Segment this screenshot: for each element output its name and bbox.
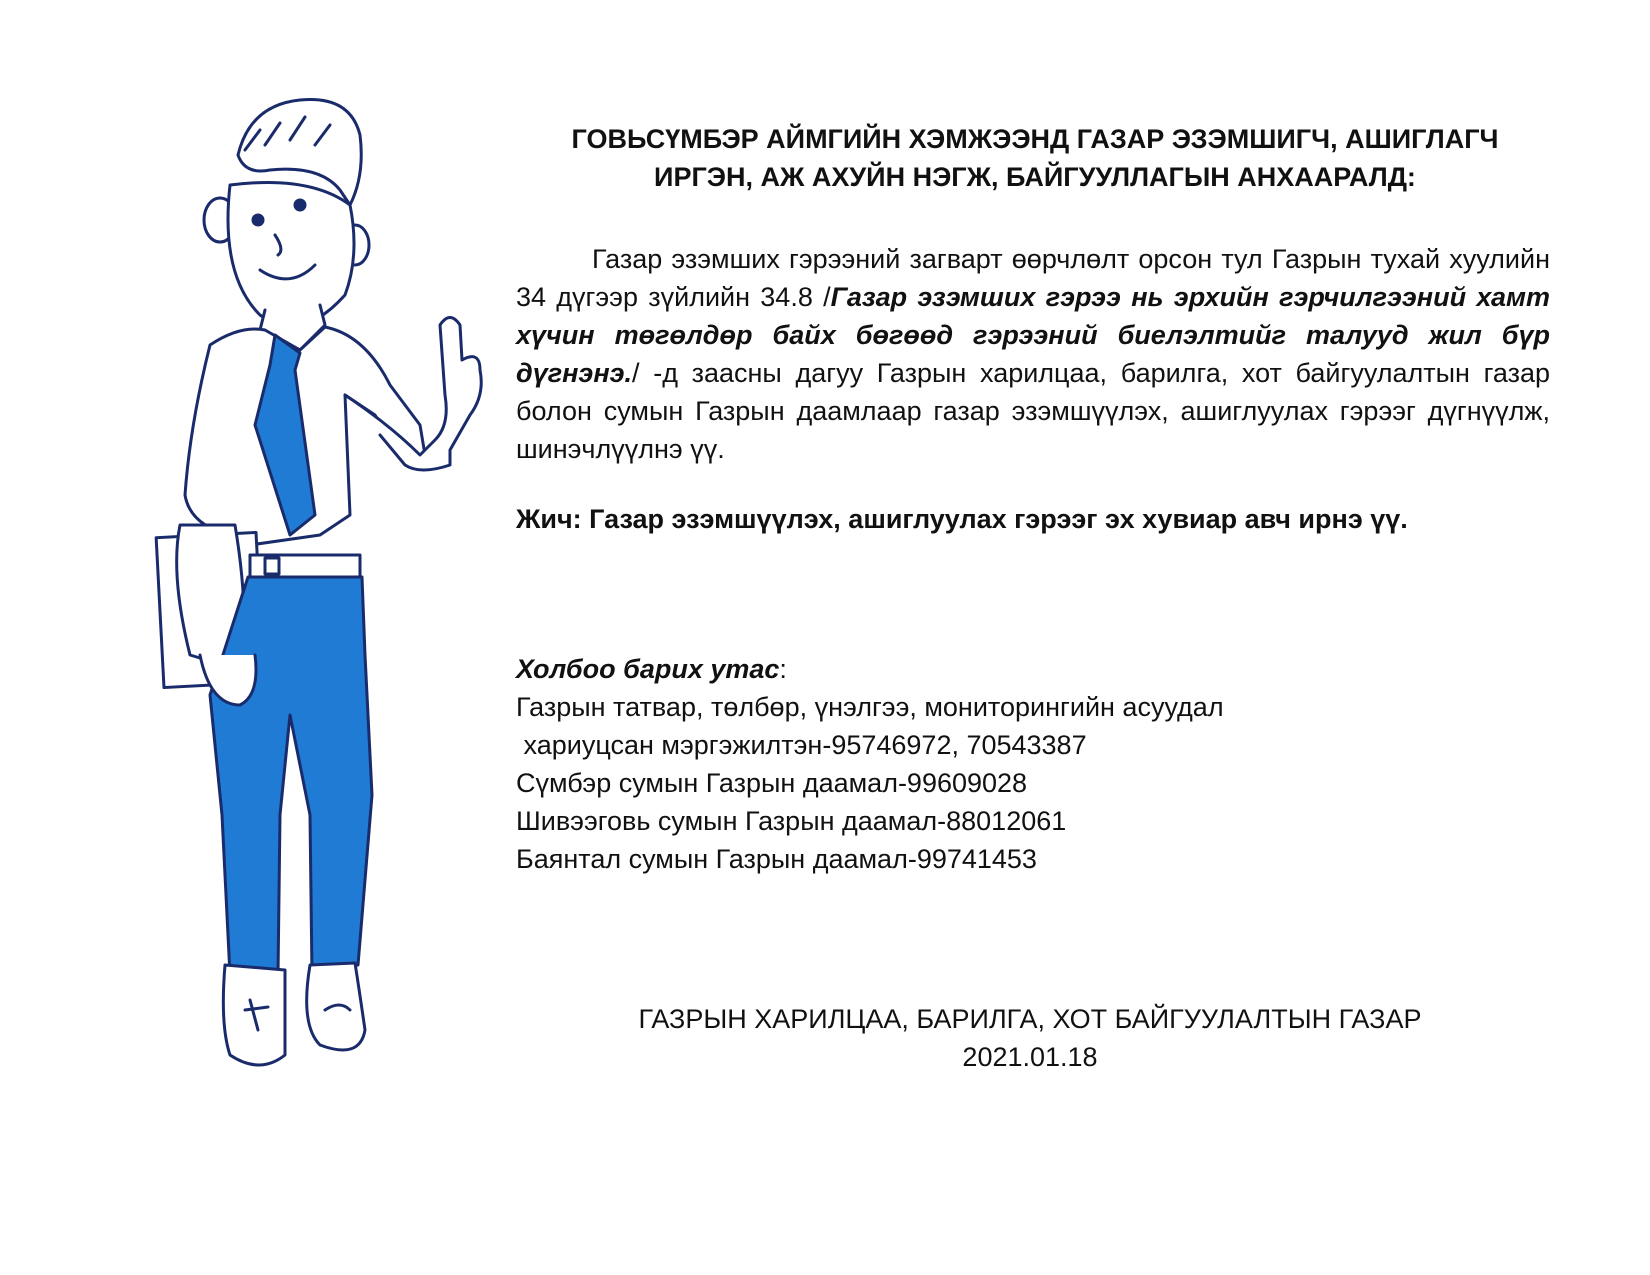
contact-label: Холбоо барих утас [516,654,780,684]
body-outro: / -д заасны дагуу Газрын харилцаа, барилга, хот байгуулалтын газар болон сумын Газрын даамлаар газар эзэмшүүлэх, ашиглуулах гэрээг дүгнүүлж, шинэчлүүлнэ үү. [516,358,1550,464]
contact-line: Баянтал сумын Газрын даамал-99741453 [516,844,1037,874]
body-intro: Газар эзэмших гэрээний загварт өөрчлөлт орсон тул Газрын тухай хуулийн 34 дүгээр зүйлийн 34.8 / [516,244,1550,312]
heading-line-2: ИРГЭН, АЖ АХУЙН НЭГЖ, БАЙГУУЛЛАГЫН АНХААРАЛД: [654,162,1416,192]
contact-line: Шивээговь сумын Газрын даамал-88012061 [516,806,1067,836]
contact-line: Газрын татвар, төлбөр, үнэлгээ, мониторингийн асуудал [516,692,1224,722]
trousers [210,577,372,975]
notice-heading [520,120,1550,196]
contact-line: Сүмбэр сумын Газрын даамал-99609028 [516,768,1028,798]
contact-section [516,650,1224,878]
cartoon-man-illustration [150,95,510,1135]
heading-line-1: ГОВЬСҮМБЭР АЙМГИЙН ХЭМЖЭЭНД ГАЗАР ЭЗЭМШИГЧ, АШИГЛАГЧ [571,124,1499,154]
law-quote: Газар эзэмших гэрээ нь эрхийн гэрчилгээний хамт хүчин төгөлдөр байх бөгөөд гэрээний биелэлтийг талууд жил бүр дүгнэнэ. [516,282,1550,388]
notice-body [516,240,1550,468]
note: Жич: Газар эзэмшүүлэх, ашиглуулах гэрээг эх хувиар авч ирнэ үү. [516,504,1408,534]
contact-colon: : [779,654,787,684]
organization-name: ГАЗРЫН ХАРИЛЦАА, БАРИЛГА, ХОТ БАЙГУУЛАЛТЫН ГАЗАР [638,1004,1422,1034]
signature-block [560,1000,1500,1076]
contact-line: хариуцсан мэргэжилтэн-95746972, 70543387 [516,730,1087,760]
contact-heading [516,650,1224,688]
face [228,183,354,327]
signature-date: 2021.01.18 [962,1042,1098,1072]
